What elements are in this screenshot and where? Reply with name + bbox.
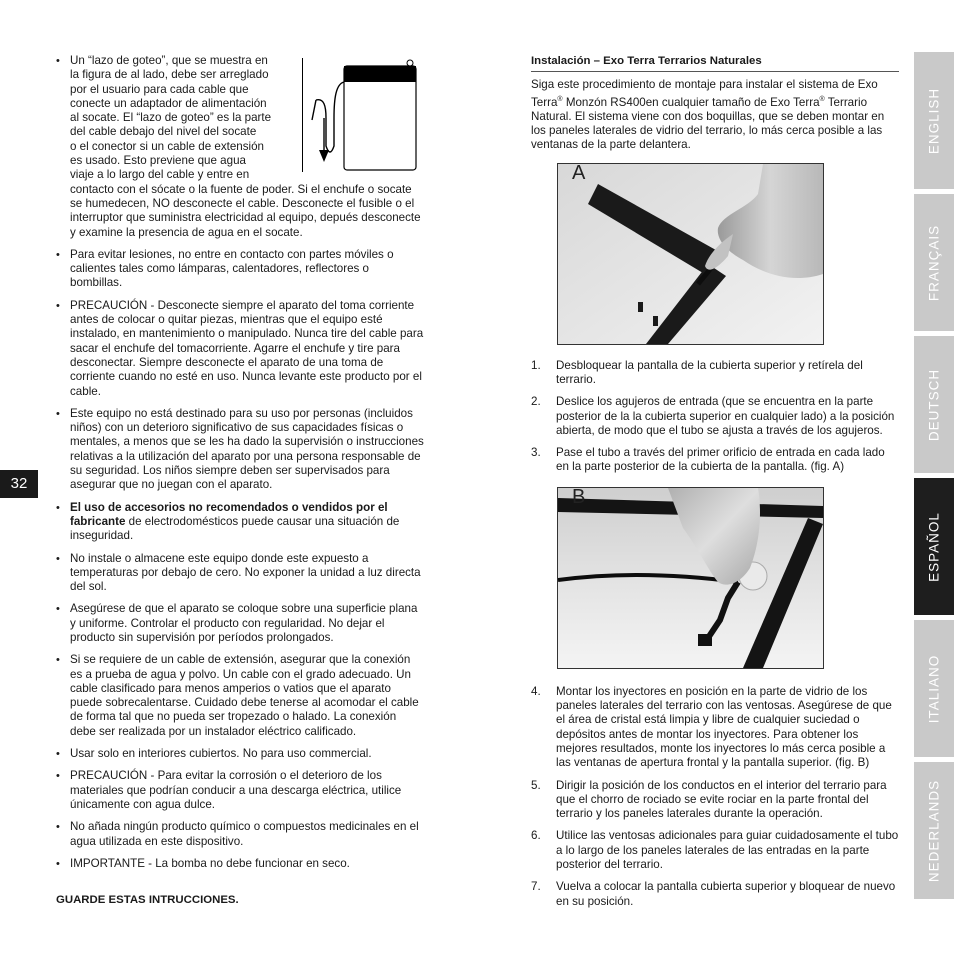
list-item-accessories	[56, 501, 424, 544]
save-instructions-note: GUARDE ESTAS INTRUCCIONES.	[56, 894, 239, 907]
step-item	[531, 880, 899, 909]
step-text: Montar los inyectores en posición en la parte de vidrio de los paneles laterales del terrario con las ventosas. Asegúrese de que el área de cristal está limpia y libre de cualquier suciedad o depósitos antes de montar los inyectores. Para obtener los mejores resultados, monte los inyectores lo más cerca posible a las ventanas de apertura frontal y la pantalla superior. (fig. B)	[556, 684, 892, 770]
tab-label: ENGLISH	[926, 87, 942, 154]
step-number: 3.	[531, 446, 541, 460]
step-number: 6.	[531, 829, 541, 843]
list-item: • IMPORTANTE - La bomba no debe funcionar en seco.	[56, 857, 424, 871]
section-title: Instalación – Exo Terra Terrarios Naturales	[531, 54, 899, 72]
list-item: • PRECAUCIÓN - Para evitar la corrosión o el deterioro de los materiales que podrían conducir a una descarga eléctrica, utilice únicamente con agua dulce.	[56, 769, 424, 812]
list-item: • Para evitar lesiones, no entre en contacto con partes móviles o calientes tales como lámparas, calentadores, reflectores o bombillas.	[56, 248, 424, 291]
drip-line: al socate. El “lazo de goteo” es la parte	[70, 111, 272, 125]
accessory-rest: de electrodomésticos puede causar una situación de inseguridad.	[70, 514, 400, 543]
step-text: Utilice las ventosas adicionales para guiar cuidadosamente el tubo a lo largo de los paneles laterales de las entradas en la parte posterior del terrario.	[556, 829, 899, 871]
figure-b-label: B	[572, 486, 586, 508]
drip-line: o el conector si un cable de extensión	[70, 139, 264, 153]
step-number: 5.	[531, 778, 541, 792]
safety-list	[56, 54, 424, 871]
language-tabs	[914, 52, 954, 904]
step-text: Desbloquear la pantalla de la cubierta superior y retírela del terrario.	[556, 358, 863, 386]
drip-loop-diagram	[302, 58, 424, 172]
step-item	[531, 779, 899, 822]
step-item	[531, 829, 899, 872]
tab-nederlands[interactable]	[914, 762, 954, 899]
step-text: Pase el tubo a través del primer orificio de entrada en cada lado en la parte posterior de la cubierta de la pantalla. (fig. A)	[556, 446, 885, 474]
tab-francais[interactable]	[914, 194, 954, 331]
drip-line: del cable debajo del nivel del socate	[70, 125, 257, 139]
step-number: 7.	[531, 880, 541, 894]
figure-a-photo	[558, 164, 823, 344]
figure-a-label: A	[572, 162, 586, 184]
step-item	[531, 685, 899, 771]
drip-loop-bullet	[56, 54, 424, 240]
steps-list-2	[531, 685, 899, 909]
drip-line: viaje a lo largo del cable y entre en	[70, 168, 250, 182]
tab-deutsch[interactable]	[914, 336, 954, 473]
intro-part: Siga este procedimiento de montaje para instalar el sistema de Exo Terra	[531, 78, 878, 109]
step-item	[531, 359, 899, 388]
registered-mark: ®	[557, 95, 563, 103]
figure-b-photo	[558, 488, 823, 668]
right-column	[531, 54, 899, 917]
step-text: Dirigir la posición de los conductos en el interior del terrario para que el chorro de rociado se evite rociar en la parte frontal del terrario y los paneles laterales durante la operación.	[556, 778, 887, 821]
registered-mark: ®	[819, 95, 825, 103]
list-item: • PRECAUCIÓN - Desconecte siempre el aparato del toma corriente antes de colocar o quitar piezas, mientras que el equipo esté instalado, en mantenimiento o manipulado. Nunca tire del cable para sacar el enchufe del tomacorriente. Agarre el enchufe y tire para desconectar. Siempre desconecte el aparato de una toma de corriente cuando no esté en uso. Nunca levante este producto por el cable.	[56, 299, 424, 399]
figure-b	[557, 487, 824, 669]
list-item: • No añada ningún producto químico o compuestos medicinales en el agua utilizada en este dispositivo.	[56, 820, 424, 849]
tab-italiano[interactable]	[914, 620, 954, 757]
intro-paragraph	[531, 78, 899, 152]
step-number: 2.	[531, 395, 541, 409]
tab-label: DEUTSCH	[926, 368, 942, 441]
step-number: 4.	[531, 684, 541, 698]
list-item: • Asegúrese de que el aparato se coloque sobre una superficie plana y uniforme. Controlar el producto con regularidad. No dejar el producto sin supervisión por períodos prolongados.	[56, 602, 424, 645]
list-item: • Este equipo no está destinado para su uso por personas (incluidos niños) con un deterioro significativo de sus capacidades físicas o mentales, a menos que se les ha dado la supervisión o instrucciones relativas a la utilización del aparato por una persona responsable de su seguridad. Los niños siempre deben ser supervisados para asegurar que no juegan con el aparato.	[56, 407, 424, 493]
list-item: • No instale o almacene este equipo donde este expuesto a temperaturas por debajo de cero. No exponer la unidad a luz directa del sol.	[56, 552, 424, 595]
drip-rest: contacto con el sócate o la fuente de poder. Si el enchufe o socate se humedecen, NO desconecte el cable. Desconecte el fusible o el interruptor que suministra electricidad al equipo, depués desconecte y examine la presencia de agua en el socate.	[70, 182, 421, 239]
tab-label: NEDERLANDS	[926, 779, 942, 882]
list-item: • Si se requiere de un cable de extensión, asegurar que la conexión es a prueba de agua y polvo. Un cable con el grado adecuado. Un cable clasificado para menos amperios o vatios que el aparato puede sobrecalentarse. Cuidado debe tenerse al acomodar el cable de forma tal que no pueda ser tropezado o halado. La conexión debe ser realizada por un instalador eléctrico calificado.	[56, 653, 424, 739]
drip-line: por el usuario para cada cable que	[70, 82, 249, 96]
accessory-bold: El uso de accesorios no recomendados o vendidos por el fabricante	[70, 500, 388, 528]
page-number: 32	[0, 470, 38, 498]
step-text: Deslice los agujeros de entrada (que se encuentra en la parte posterior de la la cubierta superior en cualquier lado) a la posición abierta, de modo que el tubo se ajusta a través de los agujeros.	[556, 395, 895, 437]
step-item	[531, 446, 899, 475]
list-item: • Usar solo en interiores cubiertos. No para uso commercial.	[56, 747, 424, 761]
tab-label: FRANÇAIS	[926, 224, 942, 301]
drip-line: es usado. Esto previene que agua	[70, 154, 246, 168]
drip-loop-illustration	[302, 58, 424, 172]
step-item	[531, 395, 899, 438]
drip-line: Un “lazo de goteo”, que se muestra en	[70, 54, 268, 67]
intro-part: Terrario Natural. El sistema viene con dos boquillas, que se deben montar en los paneles laterales de vidrio del terrario, lo más cerca posible a las ventanas de la parte delantera.	[531, 95, 885, 152]
steps-list-1	[531, 359, 899, 475]
tab-label: ITALIANO	[926, 654, 942, 723]
drip-line: la figura de al lado, debe ser arreglado	[70, 68, 269, 82]
tab-espanol[interactable]	[914, 478, 954, 615]
step-text: Vuelva a colocar la pantalla cubierta superior y bloquear de nuevo en su posición.	[556, 880, 896, 908]
step-number: 1.	[531, 358, 541, 372]
intro-part: Monzón RS400en cualquier tamaño de Exo Terra	[562, 95, 820, 109]
tab-english[interactable]	[914, 52, 954, 189]
drip-line: conecte un adaptador de alimentación	[70, 96, 267, 110]
tab-label: ESPAÑOL	[926, 511, 942, 582]
left-column	[56, 54, 424, 907]
figure-a	[557, 163, 824, 345]
